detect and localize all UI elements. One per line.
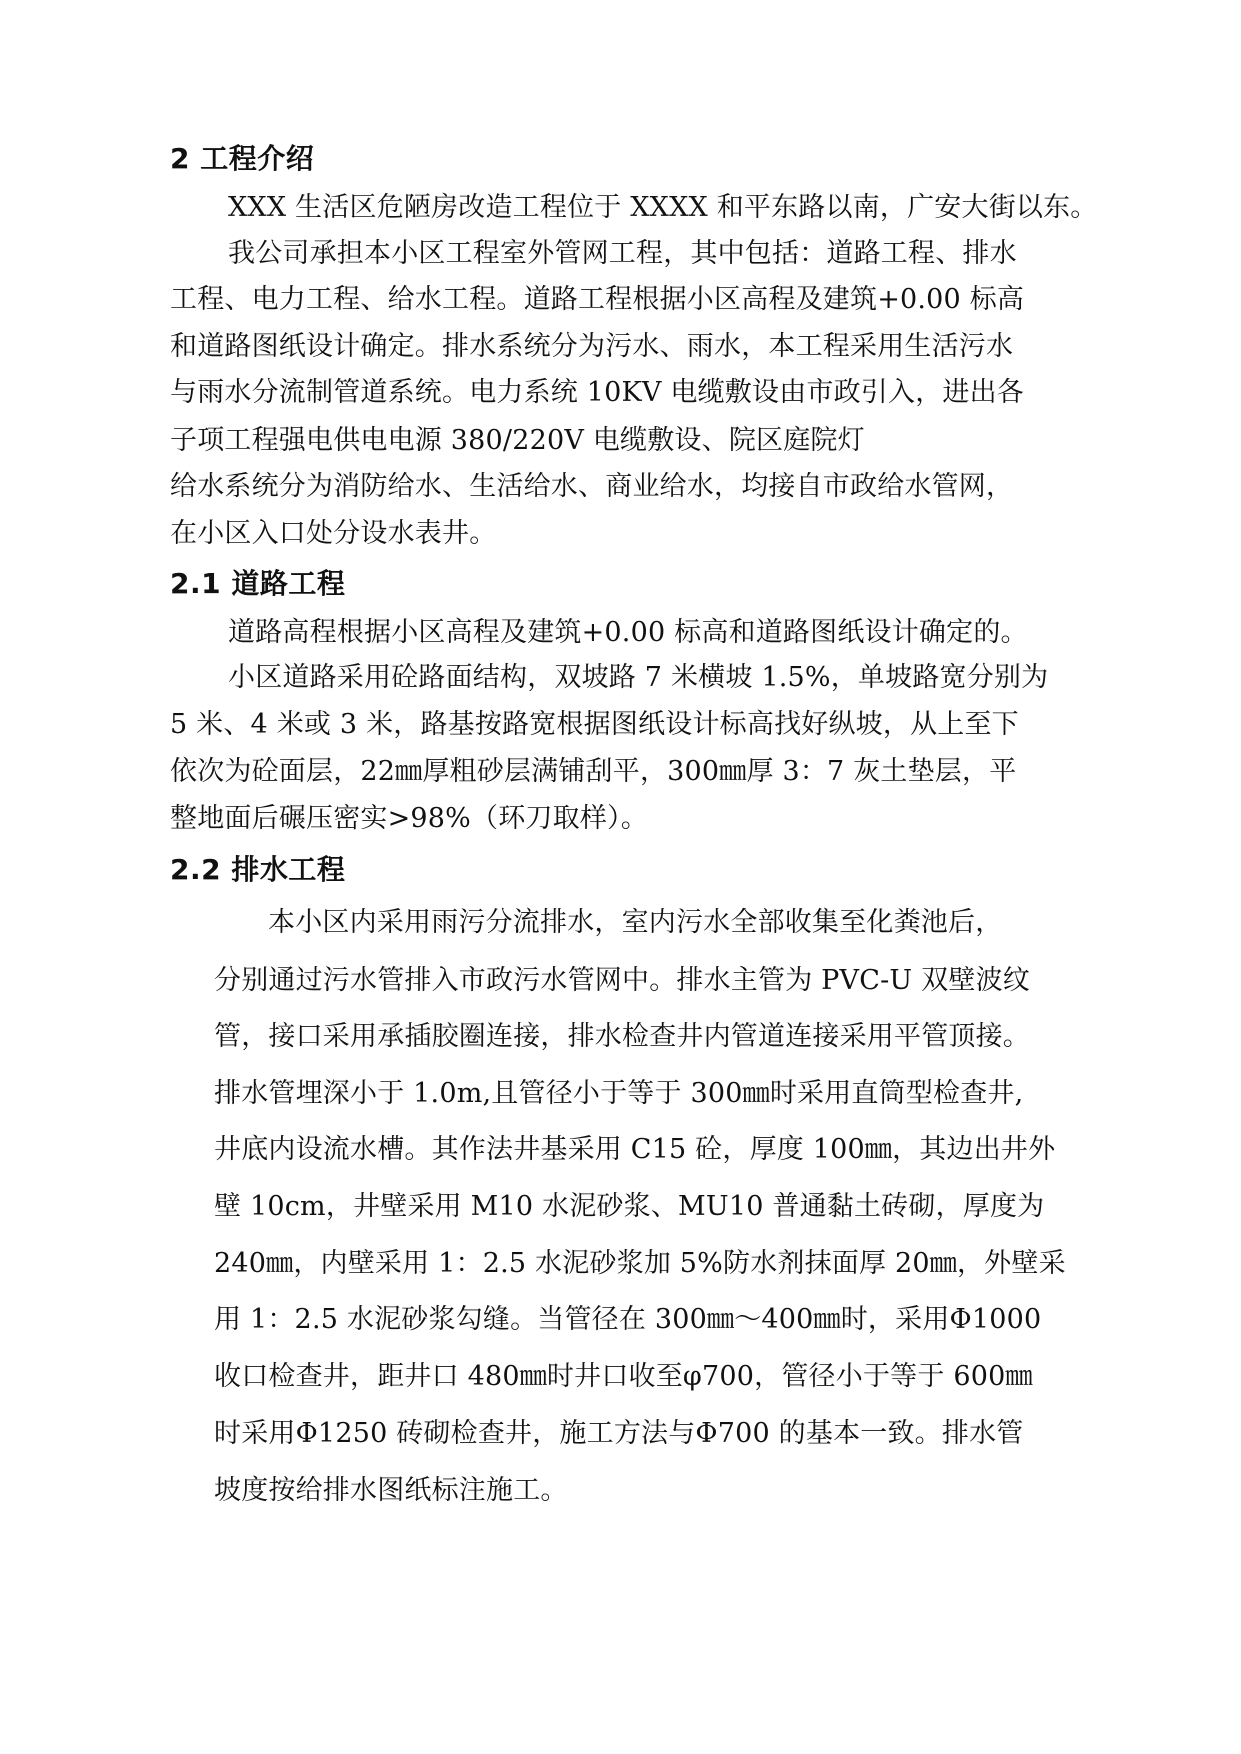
subsection-title-drainage: 2.2 排水工程 [170,853,346,886]
intro-line: XXX 生活区危陋房改造工程位于 XXXX 和平东路以南，广安大街以东。 [228,192,1098,223]
roads-line: 道路高程根据小区高程及建筑+0.00 标高和道路图纸设计确定的。 [228,617,1028,648]
roads-line: 整地面后碾压密实>98%（环刀取样）。 [170,803,648,834]
drainage-line: 时采用Φ1250 砖砌检查井，施工方法与Φ700 的基本一致。排水管 [214,1418,1024,1449]
intro-line: 工程、电力工程、给水工程。道路工程根据小区高程及建筑+0.00 标高 [170,284,1025,315]
section-title: 2 工程介绍 [170,142,315,175]
drainage-line: 分别通过污水管排入市政污水管网中。排水主管为 PVC-U 双壁波纹 [214,965,1030,996]
intro-line: 子项工程强电供电电源 380/220V 电缆敷设、院区庭院灯 [170,425,865,456]
drainage-line: 本小区内采用雨污分流排水，室内污水全部收集至化粪池后， [268,907,1003,938]
intro-line: 给水系统分为消防给水、生活给水、商业给水，均接自市政给水管网， [170,471,1014,502]
intro-line: 我公司承担本小区工程室外管网工程，其中包括：道路工程、排水 [228,238,1017,269]
drainage-line: 管，接口采用承插胶圈连接，排水检查井内管道连接采用平管顶接。 [214,1021,1030,1052]
subsection-title-roads: 2.1 道路工程 [170,567,346,600]
drainage-line: 收口检查井，距井口 480㎜时井口收至φ700，管径小于等于 600㎜ [214,1361,1033,1392]
drainage-line: 井底内设流水槽。其作法井基采用 C15 砼，厚度 100㎜，其边出井外 [214,1134,1056,1165]
drainage-line: 排水管埋深小于 1.0m,且管径小于等于 300㎜时采用直筒型检查井, [214,1078,1024,1109]
roads-line: 5 米、4 米或 3 米，路基按路宽根据图纸设计标高找好纵坡，从上至下 [170,709,1019,740]
drainage-line: 坡度按给排水图纸标注施工。 [214,1475,568,1506]
drainage-line: 用 1：2.5 水泥砂浆勾缝。当管径在 300㎜～400㎜时，采用Φ1000 [214,1304,1042,1335]
intro-line: 和道路图纸设计确定。排水系统分为污水、雨水，本工程采用生活污水 [170,331,1014,362]
intro-line: 在小区入口处分设水表井。 [170,518,497,549]
intro-line: 与雨水分流制管道系统。电力系统 10KV 电缆敷设由市政引入，进出各 [170,377,1024,408]
roads-line: 依次为砼面层，22㎜厚粗砂层满铺刮平，300㎜厚 3：7 灰土垫层，平 [170,756,1017,787]
roads-line: 小区道路采用砼路面结构，双坡路 7 米横坡 1.5%，单坡路宽分别为 [228,662,1049,693]
drainage-line: 240㎜，内壁采用 1：2.5 水泥砂浆加 5%防水剂抹面厚 20㎜，外壁采 [214,1248,1066,1279]
drainage-line: 壁 10cm，井壁采用 M10 水泥砂浆、MU10 普通黏土砖砌，厚度为 [214,1191,1045,1222]
